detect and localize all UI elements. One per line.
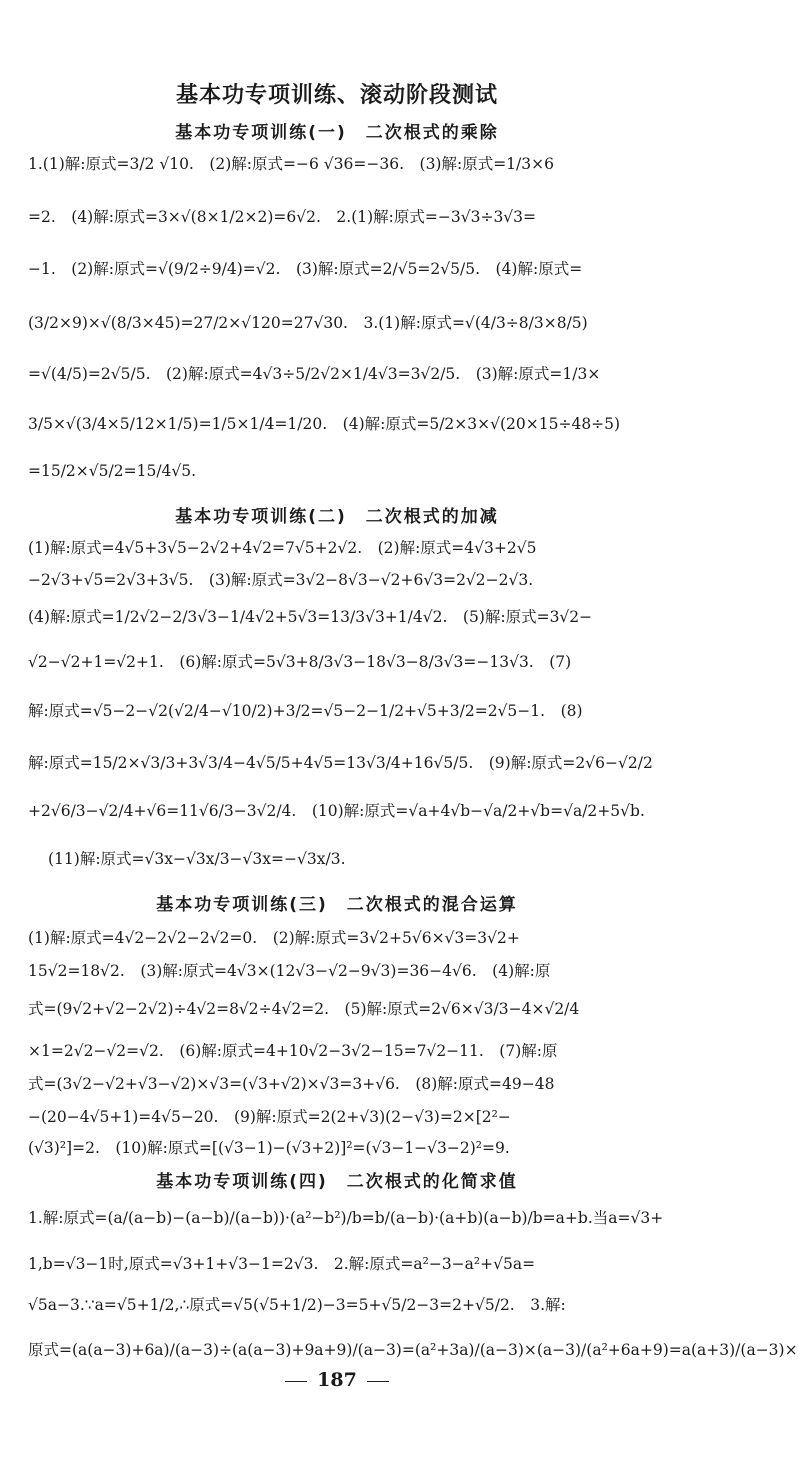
text-line: 式=(9√2+√2−2√2)÷4√2=8√2÷4√2=2. (5)解:原式=2√6×√3/3−4×√2/4 — [28, 1000, 580, 1018]
text-line: −2√3+√5=2√3+3√5. (3)解:原式=3√2−8√3−√2+6√3=2√2−2√3. — [28, 571, 534, 589]
text-line: 解:原式=15/2×√3/3+3√3/4−4√5/5+4√5=13√3/4+16√5/5. (9)解:原式=2√6−√2/2 — [28, 754, 653, 772]
text-line: 1.(1)解:原式=3/2 √10. (2)解:原式=−6 √36=−36. (3)解:原式=1/3×6 — [28, 155, 554, 173]
text-line: (1)解:原式=4√5+3√5−2√2+4√2=7√5+2√2. (2)解:原式=4√3+2√5 — [28, 539, 537, 557]
text-line: −(20−4√5+1)=4√5−20. (9)解:原式=2(2+√3)(2−√3)=2×[2²− — [28, 1108, 511, 1126]
left-dash — [285, 1381, 307, 1382]
page-title: 基本功专项训练、滚动阶段测试 — [175, 83, 498, 108]
text-line: 原式=(a(a−3)+6a)/(a−3)÷(a(a−3)+9a+9)/(a−3)=(a²+3a)/(a−3)×(a−3)/(a²+6a+9)=a(a+3)/(a−3)× — [28, 1341, 798, 1359]
text-line: 3/5×√(3/4×5/12×1/5)=1/5×1/4=1/20. (4)解:原式=5/2×3×√(20×15÷48÷5) — [28, 415, 621, 433]
text-line: +2√6/3−√2/4+√6=11√6/3−3√2/4. (10)解:原式=√a+4√b−√a/2+√b=√a/2+5√b. — [28, 802, 645, 820]
section-heading-1: 基本功专项训练(一) 二次根式的乘除 — [175, 123, 499, 143]
text-line: (3/2×9)×√(8/3×45)=27/2×√120=27√30. 3.(1)解:原式=√(4/3÷8/3×8/5) — [28, 314, 588, 332]
text-line: =2. (4)解:原式=3×√(8×1/2×2)=6√2. 2.(1)解:原式=−3√3÷3√3= — [28, 208, 537, 226]
page-number — [0, 1369, 674, 1391]
text-line: (√3)²]=2. (10)解:原式=[(√3−1)−(√3+2)]²=(√3−1−√3−2)²=9. — [28, 1139, 510, 1157]
text-line: 1,b=√3−1时,原式=√3+1+√3−1=2√3. 2.解:原式=a²−3−a²+√5a= — [28, 1255, 536, 1273]
text-line: 解:原式=√5−2−√2(√2/4−√10/2)+3/2=√5−2−1/2+√5+3/2=2√5−1. (8) — [28, 702, 583, 720]
text-line: 1.解:原式=(a/(a−b)−(a−b)/(a−b))·(a²−b²)/b=b/(a−b)·(a+b)(a−b)/b=a+b.当a=√3+ — [28, 1209, 664, 1227]
text-line: 15√2=18√2. (3)解:原式=4√3×(12√3−√2−9√3)=36−4√6. (4)解:原 — [28, 962, 551, 980]
text-line: √5a−3.∵a=√5+1/2,∴原式=√5(√5+1/2)−3=5+√5/2−3=2+√5/2. 3.解: — [28, 1296, 566, 1314]
text-line: ×1=2√2−√2=√2. (6)解:原式=4+10√2−3√2−15=7√2−11. (7)解:原 — [28, 1042, 558, 1060]
section-heading-4: 基本功专项训练(四) 二次根式的化简求值 — [156, 1172, 518, 1192]
right-dash — [367, 1381, 389, 1382]
section-heading-3: 基本功专项训练(三) 二次根式的混合运算 — [156, 895, 518, 915]
text-line: (4)解:原式=1/2√2−2/3√3−1/4√2+5√3=13/3√3+1/4√2. (5)解:原式=3√2− — [28, 608, 593, 626]
text-line: −1. (2)解:原式=√(9/2÷9/4)=√2. (3)解:原式=2/√5=2√5/5. (4)解:原式= — [28, 260, 583, 278]
text-line: =15/2×√5/2=15/4√5. — [28, 462, 197, 480]
text-line: √2−√2+1=√2+1. (6)解:原式=5√3+8/3√3−18√3−8/3√3=−13√3. (7) — [28, 653, 572, 671]
text-line: (11)解:原式=√3x−√3x/3−√3x=−√3x/3. — [48, 850, 346, 868]
page-number-text: 187 — [317, 1369, 357, 1391]
section-heading-2: 基本功专项训练(二) 二次根式的加减 — [175, 507, 499, 527]
text-line: (1)解:原式=4√2−2√2−2√2=0. (2)解:原式=3√2+5√6×√3=3√2+ — [28, 929, 520, 947]
text-line: =√(4/5)=2√5/5. (2)解:原式=4√3÷5/2√2×1/4√3=3√2/5. (3)解:原式=1/3× — [28, 365, 601, 383]
text-line: 式=(3√2−√2+√3−√2)×√3=(√3+√2)×√3=3+√6. (8)解:原式=49−48 — [28, 1075, 555, 1093]
